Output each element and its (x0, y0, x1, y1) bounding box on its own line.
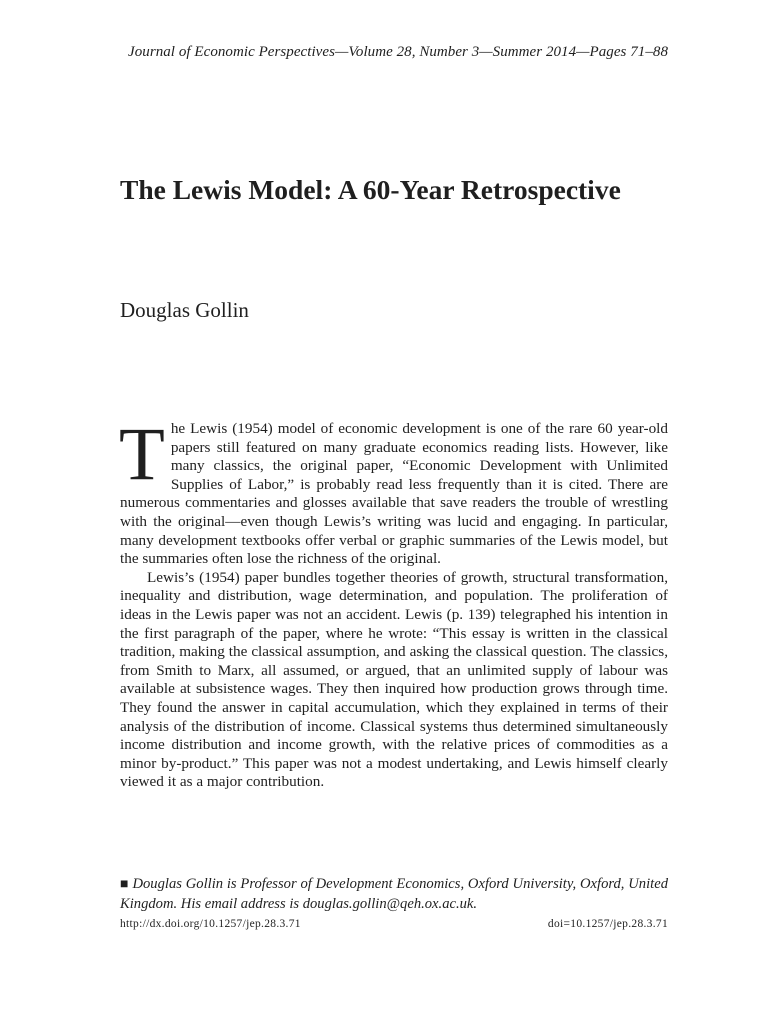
article-title: The Lewis Model: A 60-Year Retrospective (120, 174, 621, 205)
footnote-marker: ■ (120, 877, 129, 892)
paragraph-2: Lewis’s (1954) paper bundles together theories of growth, structural transformation, inequality and distribution, wage determination, and population. The proliferation of ideas in the Lewis paper was not an accident. Lewis (p. 139) telegraphed his intention in the first paragraph of the paper, where he wrote: “This essay is written in the classical tradition, making the classical assumption, and asking the classical question. The classics, from Smith to Marx, all assumed, or argued, that an unlimited supply of labour was available at subsistence wages. They then inquired how production grows through time. They found the answer in capital accumulation, which they explained in terms of their analysis of the distribution of income. Classical systems thus determined simultaneously income distribution and income growth, with the relative prices of commodities as a minor by-product.” This paper was not a modest undertaking, and Lewis himself clearly viewed it as a major contribution. (120, 568, 668, 791)
paragraph-1 (119, 413, 668, 569)
drop-cap: T (119, 413, 165, 496)
article-body (119, 413, 668, 792)
doi-identifier: doi=10.1257/jep.28.3.71 (547, 918, 668, 930)
author-name: Douglas Gollin (120, 298, 249, 322)
author-footnote (120, 875, 668, 913)
footnote-text: Douglas Gollin is Professor of Development Economics, Oxford University, Oxford, United Kingdom. His email address is douglas.gollin@qeh.ox.ac.uk. (120, 876, 668, 912)
paragraph-1-text: he Lewis (1954) model of economic development is one of the rare 60 year-old papers still featured on many graduate economics reading lists. However, like many classics, the original paper, “Economic Development with Unlimited Supplies of Labor,” is probably read less frequently than it is cited. There are numerous commentaries and glosses available that save readers the trouble of wrestling with the original—even though Lewis’s writing was lucid and engaging. In particular, many development textbooks offer verbal or graphic summaries of the Lewis model, but the summaries often lose the richness of the original. (120, 420, 668, 568)
doi-link[interactable]: http://dx.doi.org/10.1257/jep.28.3.71 (120, 918, 301, 930)
running-head: Journal of Economic Perspectives—Volume 28, Number 3—Summer 2014—Pages 71–88 (128, 44, 668, 60)
